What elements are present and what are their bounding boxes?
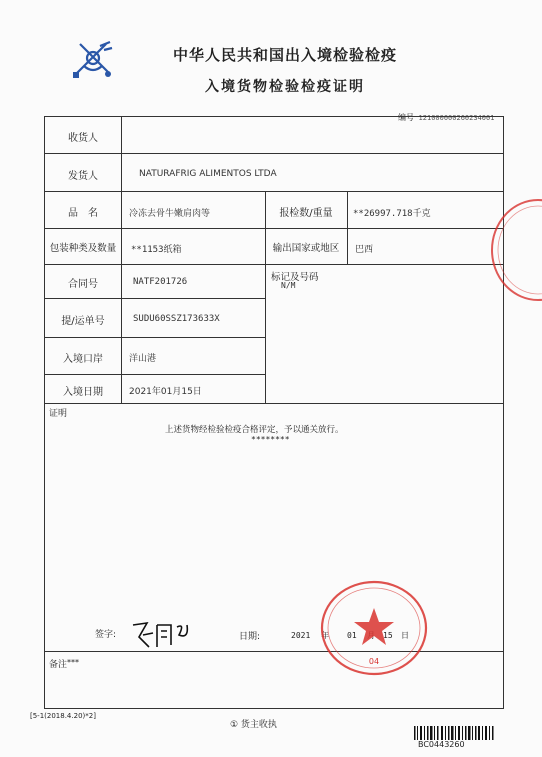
row-divider [45, 651, 503, 652]
barcode-icon [414, 726, 494, 740]
contract-value: NATF201726 [133, 277, 188, 287]
consignor-value: NATURAFRIG ALIMENTOS LTDA [139, 169, 277, 179]
port-value: 洋山港 [129, 354, 157, 364]
bl-value: SUDU60SSZ173633X [133, 314, 220, 324]
barcode-text: BC0443260 [418, 740, 465, 749]
form-table [44, 116, 504, 709]
ciq-emblem-icon [70, 38, 116, 80]
sign-day: 15 [383, 631, 393, 640]
entry-date-value: 2021年01月15日 [129, 387, 202, 397]
remarks-value: *** [67, 658, 79, 667]
sign-year: 2021 [291, 631, 311, 640]
row-divider [45, 191, 503, 192]
partial-seal-icon [486, 196, 542, 304]
serial-label: 编号 [398, 113, 414, 122]
handwritten-signature [129, 617, 193, 651]
row-divider [45, 337, 265, 338]
date-label: 日期: [239, 632, 261, 642]
sign-month: 01 [347, 631, 357, 640]
official-seal-icon [318, 578, 430, 678]
remarks-label: 备注 [49, 660, 68, 670]
certificate-text: 上述货物经检验检疫合格评定，予以通关放行。 [165, 425, 344, 435]
goods-value: 冷冻去骨牛嫩肩肉等 [129, 209, 211, 219]
signature-label: 签字: [95, 630, 117, 640]
bl-label: 提/运单号 [61, 316, 105, 327]
row-divider [45, 298, 265, 299]
contract-label: 合同号 [68, 279, 98, 290]
row-divider [45, 403, 503, 404]
packaging-label: 包装种类及数量 [49, 243, 117, 254]
copy-label: ① 货主收执 [230, 720, 277, 730]
row-divider [45, 153, 503, 154]
entry-date-label: 入境日期 [63, 387, 103, 398]
certificate-stars: ******** [251, 435, 290, 444]
svg-text:04: 04 [368, 657, 380, 666]
origin-value: 巴西 [355, 245, 374, 255]
document-subtitle: 入境货物检验检疫证明 [205, 79, 365, 95]
quantity-value: **26997.718千克 [353, 209, 431, 219]
column-divider [121, 117, 122, 403]
marks-value: N/M [281, 281, 296, 290]
origin-label: 输出国家或地区 [272, 243, 340, 254]
certificate-label: 证明 [49, 409, 68, 419]
consignor-label: 发货人 [68, 171, 98, 182]
consignee-label: 收货人 [68, 133, 98, 144]
sign-year-unit: 年 [321, 631, 329, 640]
sign-day-unit: 日 [401, 631, 409, 640]
row-divider [45, 264, 503, 265]
serial-value: 121000000260234001 [418, 114, 495, 122]
packaging-value: **1153纸箱 [131, 245, 182, 255]
column-divider [265, 191, 266, 403]
goods-label: 品 名 [68, 208, 98, 219]
column-divider [347, 191, 348, 264]
row-divider [45, 374, 265, 375]
port-label: 入境口岸 [63, 354, 103, 365]
quantity-label: 报检数/重量 [279, 208, 333, 219]
document-title: 中华人民共和国出入境检验检疫 [172, 46, 397, 64]
marks-label: 标记及号码 [271, 272, 319, 283]
form-code: [5-1(2018.4.20)*2] [30, 712, 96, 720]
row-divider [45, 228, 503, 229]
